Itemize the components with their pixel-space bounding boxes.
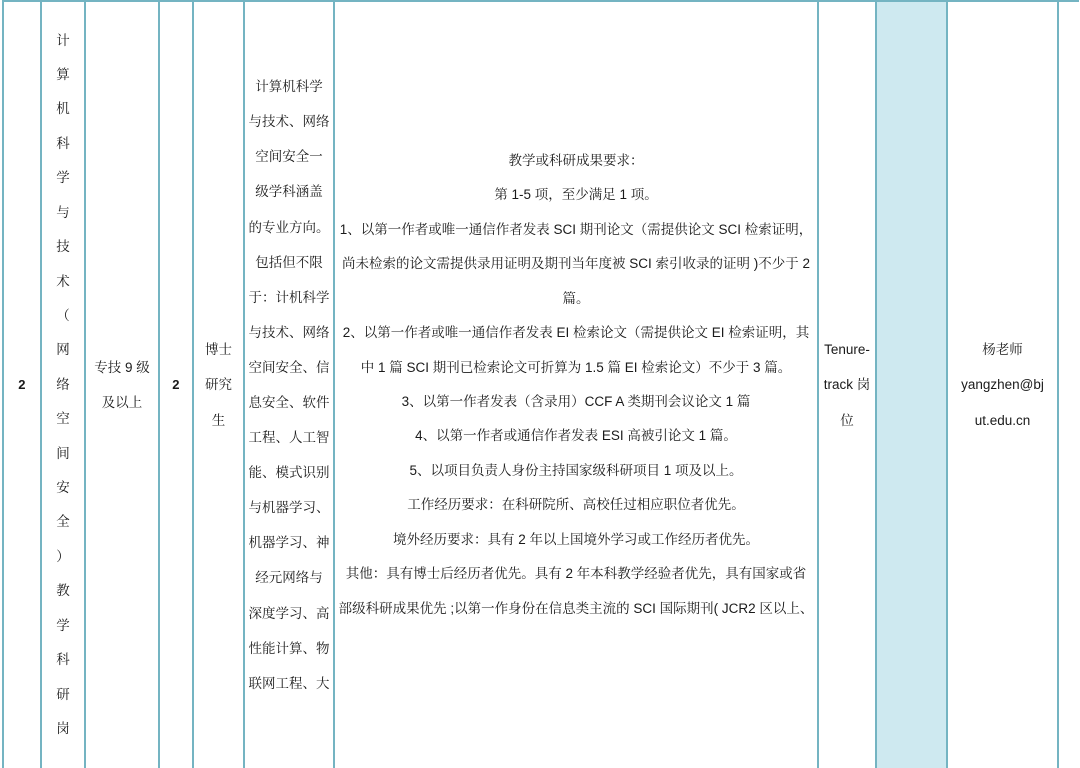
requirements-value xyxy=(338,144,814,626)
text-line: yangzhen@bj xyxy=(961,377,1044,393)
text-line: 空 xyxy=(56,411,70,427)
sequence-number-value: 2 xyxy=(18,377,26,393)
text-line: 计 xyxy=(56,32,70,48)
text-line: 及以上 xyxy=(101,395,143,410)
text-line: 博士 xyxy=(205,342,232,358)
text-line: 经元网络与 xyxy=(255,570,323,586)
text-line: 与技术、网络 xyxy=(248,114,330,130)
cell-post-name[interactable] xyxy=(40,2,86,768)
text-line: 生 xyxy=(211,412,226,428)
text-line: 技 xyxy=(56,239,70,255)
text-line: 算 xyxy=(56,66,70,82)
major-value xyxy=(248,69,330,701)
requirement-line: 篇。 xyxy=(562,290,590,306)
requirement-line: 境外经历要求：具有 2 年以上国境外学习或工作经历者优先。 xyxy=(392,531,759,547)
text-line: 包括但不限 xyxy=(255,254,323,270)
text-line: 科 xyxy=(56,652,70,668)
text-line: 能、模式识别 xyxy=(248,465,330,481)
text-line: ） xyxy=(56,548,70,564)
text-line: 与 xyxy=(56,204,70,220)
text-line: 机器学习、神 xyxy=(248,535,330,551)
cell-degree[interactable] xyxy=(192,2,245,768)
text-line: ut.edu.cn xyxy=(974,412,1031,428)
text-line: 与机器学习、 xyxy=(248,500,330,516)
cell-major[interactable] xyxy=(243,2,335,768)
text-line: 与技术、网络 xyxy=(248,324,330,340)
requirement-line: 部级科研成果优先 ;以第一作身份在信息类主流的 SCI 国际期刊( JCR2 区以上、 xyxy=(338,600,814,616)
text-line: 学 xyxy=(56,170,70,186)
table-row xyxy=(2,0,1079,768)
requirement-line: 5、以项目负责人身份主持国家级科研项目 1 项及以上。 xyxy=(409,462,743,478)
text-line: 间 xyxy=(56,445,70,461)
cell-post-type[interactable] xyxy=(817,2,877,768)
text-line: 性能计算、物 xyxy=(248,640,330,656)
cell-sequence-number[interactable] xyxy=(2,2,42,768)
requirement-line: 2、以第一作者或唯一通信作者发表 EI 检索论文（需提供论文 EI 检索证明，其 xyxy=(342,325,810,341)
text-line: 空间安全、信 xyxy=(248,359,330,375)
requirement-line: 第 1-5 项，至少满足 1 项。 xyxy=(494,187,658,203)
text-line: 空间安全一 xyxy=(255,149,323,165)
post-level-value xyxy=(89,350,155,420)
post-type-value xyxy=(822,332,872,437)
text-line: 位 xyxy=(840,412,854,428)
post-name-value xyxy=(45,24,81,747)
text-line: 安 xyxy=(56,480,70,496)
requirement-line: 其他：具有博士后经历者优先。具有 2 年本科教学经验者优先，具有国家或省 xyxy=(345,566,807,582)
text-line: 岗 xyxy=(56,721,70,736)
requirement-line: 1、以第一作者或唯一通信作者发表 SCI 期刊论文（需提供论文 SCI 检索证明， xyxy=(339,221,813,237)
cell-requirements[interactable] xyxy=(333,2,819,768)
cell-post-level[interactable] xyxy=(84,2,160,768)
text-line: 全 xyxy=(56,514,70,530)
requirement-line: 4、以第一作者或通信作者发表 ESI 高被引论文 1 篇。 xyxy=(415,428,737,444)
cell-headcount[interactable] xyxy=(158,2,194,768)
text-line: 的专业方向。 xyxy=(248,219,330,235)
requirement-line: 教学或科研成果要求： xyxy=(508,153,644,169)
text-line: 联网工程、大 xyxy=(248,675,330,691)
text-line: （ xyxy=(56,307,70,323)
contact-value xyxy=(951,332,1054,437)
text-line: track 岗 xyxy=(823,377,871,393)
text-line: 术 xyxy=(56,273,70,289)
requirement-line: 尚未检索的论文需提供录用证明及期刊当年度被 SCI 索引收录的证明 )不少于 2 xyxy=(341,256,810,272)
text-line: 学 xyxy=(56,617,70,633)
degree-value xyxy=(197,332,240,437)
text-line: 工程、人工智 xyxy=(248,430,330,446)
requirement-line: 3、以第一作者发表（含录用）CCF A 类期刊会议论文 1 篇 xyxy=(401,394,751,409)
cell-highlighted-empty[interactable] xyxy=(875,2,948,768)
requirement-line: 中 1 篇 SCI 期刊已检索论文可折算为 1.5 篇 EI 检索论文）不少于 3 篇。 xyxy=(360,359,792,375)
text-line: Tenure- xyxy=(824,342,870,358)
text-line: 级学科涵盖 xyxy=(255,184,323,200)
text-line: 教 xyxy=(56,583,70,599)
requirement-line: 工作经历要求：在科研院所、高校任过相应职位者优先。 xyxy=(407,497,745,513)
text-line: 深度学习、高 xyxy=(248,605,330,621)
text-line: 研究 xyxy=(205,377,232,393)
text-line: 息安全、软件 xyxy=(248,395,330,410)
headcount-value: 2 xyxy=(172,377,180,393)
text-line: 研 xyxy=(56,686,70,702)
text-line: 网 xyxy=(56,342,70,358)
text-line: 科 xyxy=(56,135,70,151)
text-line: 专技 9 级 xyxy=(94,359,150,375)
text-line: 机 xyxy=(56,101,70,117)
text-line: 于：计机科学 xyxy=(248,289,330,305)
text-line: 杨老师 xyxy=(982,342,1023,358)
text-line: 计算机科学 xyxy=(255,79,323,95)
text-line: 络 xyxy=(56,376,70,392)
cell-contact[interactable] xyxy=(946,2,1059,768)
